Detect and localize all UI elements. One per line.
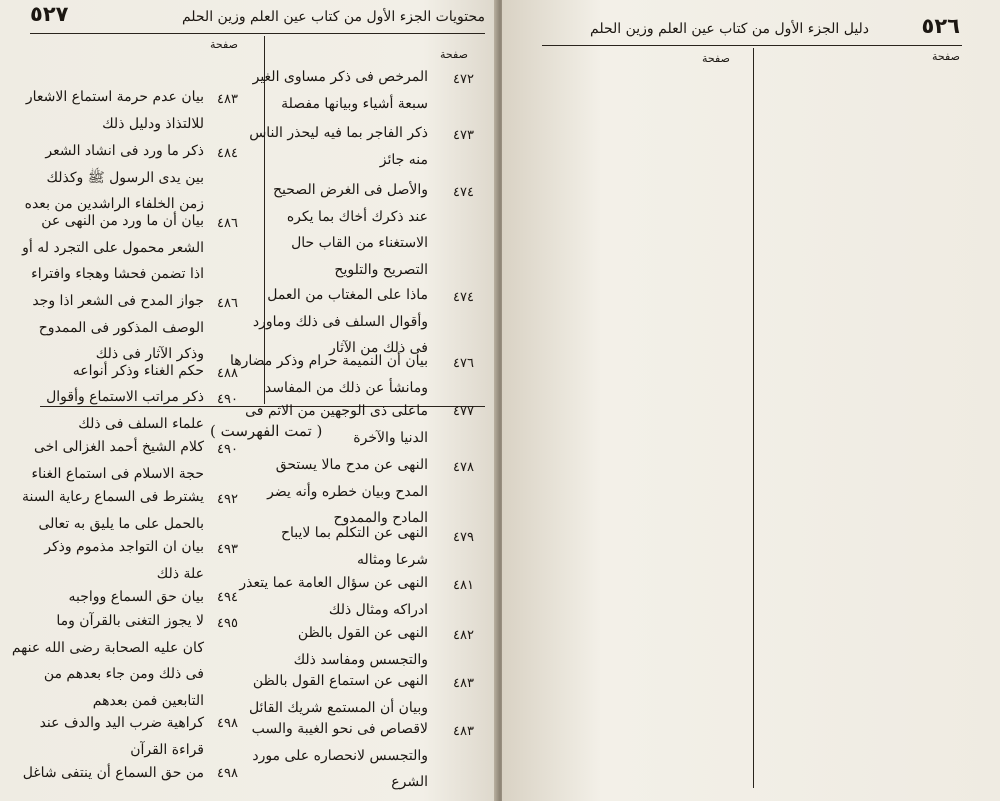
end-of-index-mark: ( تمت الفهرست ) bbox=[210, 422, 323, 440]
index-entry-page: ٤٧٤ bbox=[453, 290, 474, 305]
index-entry-text: المرخص فى ذكر مساوى الغير سبعة أشياء وبيانها مفصلة bbox=[252, 69, 428, 112]
index-entry-text: من حق السماع أن ينتفى شاغل bbox=[22, 765, 204, 781]
index-entry-text: بيان عدم حرمة استماع الاشعار للالتذاذ ودليل ذلك bbox=[25, 89, 204, 132]
left-page-left-col-label: صفحة bbox=[210, 38, 238, 51]
index-entry-page: ٤٩٥ bbox=[217, 616, 238, 631]
index-entry-text: النهى عن سؤال العامة عما يتعذر ادراكه ومثال ذلك bbox=[239, 575, 428, 618]
index-entry-text: النهى عن مدح مالا يستحق المدح وبيان خطره وأنه يضر المادح والممدوح bbox=[267, 457, 428, 526]
index-entry-text: ذكر مراتب الاستماع وأقوال علماء السلف فى ذلك bbox=[46, 389, 204, 432]
index-entry-text: ماعلى ذى الوجهين من الاثم فى الدنيا والآخرة bbox=[245, 403, 428, 446]
index-entry-text: والأصل فى الغرض الصحيح عند ذكرك أخاك بما يكره الاستغناء من القاب حال التصريح والتلويح bbox=[273, 182, 428, 278]
index-entry-page: ٤٨٣ bbox=[453, 724, 474, 739]
index-entry-text: ماذا على المغتاب من العمل وأقوال السلف فى ذلك وماورد فى ذلك من الآثار bbox=[252, 287, 428, 356]
index-entry-text: لاقصاص فى نحو الغيبة والسب والتجسس لانحصاره على مورد الشرع bbox=[251, 721, 428, 790]
index-entry-text: لا يجوز التغنى بالقرآن وما كان عليه الصحابة رضى الله عنهم فى ذلك ومن جاء بعدهم من التابعين فمن بعدهم bbox=[11, 613, 204, 709]
index-entry-page: ٤٨٣ bbox=[453, 676, 474, 691]
index-entry-page: ٤٨١ bbox=[453, 578, 474, 593]
index-entry-text: ذكر ما ورد فى انشاد الشعر بين يدى الرسول ﷺ وكذلك زمن الخلفاء الراشدين من بعده bbox=[24, 143, 204, 212]
index-entry-page: ٤٨٦ bbox=[217, 216, 238, 231]
left-page-title: محتويات الجزء الأول من كتاب عين العلم وزين الحلم bbox=[181, 9, 485, 25]
index-entry-text: بيان أن ما ورد من النهى عن الشعر محمول على التجرد له أو اذا تضمن فحشا وهجاء وافتراء bbox=[22, 213, 204, 282]
index-entry-page: ٤٨٢ bbox=[453, 628, 474, 643]
index-entry-text: كلام الشيخ أحمد الغزالى اخى حجة الاسلام فى استماع الغناء bbox=[31, 439, 204, 482]
index-entry-page: ٤٩٨ bbox=[217, 766, 238, 781]
index-entry-page: ٤٩٨ bbox=[217, 716, 238, 731]
index-entry-text: يشترط فى السماع رعاية السنة بالحمل على ما يليق به تعالى bbox=[22, 489, 204, 532]
right-page-title: دليل الجزء الأول من كتاب عين العلم وزين الحلم bbox=[590, 21, 870, 37]
index-entry-page: ٤٨٨ bbox=[217, 366, 238, 381]
index-entry-text: النهى عن القول بالظن والتجسس ومفاسد ذلك bbox=[293, 625, 428, 668]
index-entry-page: ٤٧٤ bbox=[453, 185, 474, 200]
index-entry-text: جواز المدح فى الشعر اذا وجد الوصف المذكور فى الممدوح وذكر الآثار فى ذلك bbox=[32, 293, 204, 362]
index-entry-text: ذكر الفاجر بما فيه ليحذر الناس منه جائز bbox=[249, 125, 428, 168]
index-entry-text: بيان ان التواجد مذموم وذكر علة ذلك bbox=[44, 539, 204, 582]
index-entry-page: ٤٩٢ bbox=[217, 492, 238, 507]
right-header-rule bbox=[542, 45, 962, 46]
index-entry-page: ٤٧٣ bbox=[453, 128, 474, 143]
index-entry-page: ٤٩٤ bbox=[217, 590, 238, 605]
right-page-left-col-label: صفحة bbox=[702, 52, 730, 65]
index-entry-page: ٤٩٠ bbox=[217, 442, 238, 457]
right-column-divider bbox=[753, 48, 754, 788]
right-page-header bbox=[590, 14, 960, 38]
index-entry-text: النهى عن التكلم بما لايباح شرعا ومثاله bbox=[280, 525, 428, 568]
index-entry-page: ٤٩٣ bbox=[217, 542, 238, 557]
left-page-number: ٥٢٧ bbox=[30, 2, 69, 26]
index-entry-page: ٤٧٢ bbox=[453, 72, 474, 87]
index-entry-text: بيان أن النميمة حرام وذكر مضارها ومانشأ عن ذلك من المفاسد bbox=[229, 353, 428, 396]
left-header-rule bbox=[30, 33, 485, 34]
index-entry-page: ٤٨٦ bbox=[217, 296, 238, 311]
left-page-header bbox=[30, 2, 485, 26]
index-entry-page: ٤٧٨ bbox=[453, 460, 474, 475]
index-entry-page: ٤٧٦ bbox=[453, 356, 474, 371]
index-entry-page: ٤٧٧ bbox=[453, 404, 474, 419]
right-page-number: ٥٢٦ bbox=[921, 14, 960, 38]
index-entry-page: ٤٩٠ bbox=[217, 392, 238, 407]
index-entry-page: ٤٧٩ bbox=[453, 530, 474, 545]
right-page-right-col-label: صفحة bbox=[932, 50, 960, 63]
index-entry-text: كراهية ضرب اليد والدف عند قراءة القرآن bbox=[39, 715, 204, 758]
index-entry-text: بيان حق السماع وواجبه bbox=[68, 589, 204, 605]
index-entry-page: ٤٨٤ bbox=[217, 146, 238, 161]
index-entry-text: النهى عن استماع القول بالظن وبيان أن المستمع شريك القائل bbox=[248, 673, 428, 716]
left-page-right-col-label: صفحة bbox=[440, 48, 468, 61]
index-entry-text: حكم الغناء وذكر أنواعه bbox=[72, 363, 204, 379]
index-entry-page: ٤٨٣ bbox=[217, 92, 238, 107]
